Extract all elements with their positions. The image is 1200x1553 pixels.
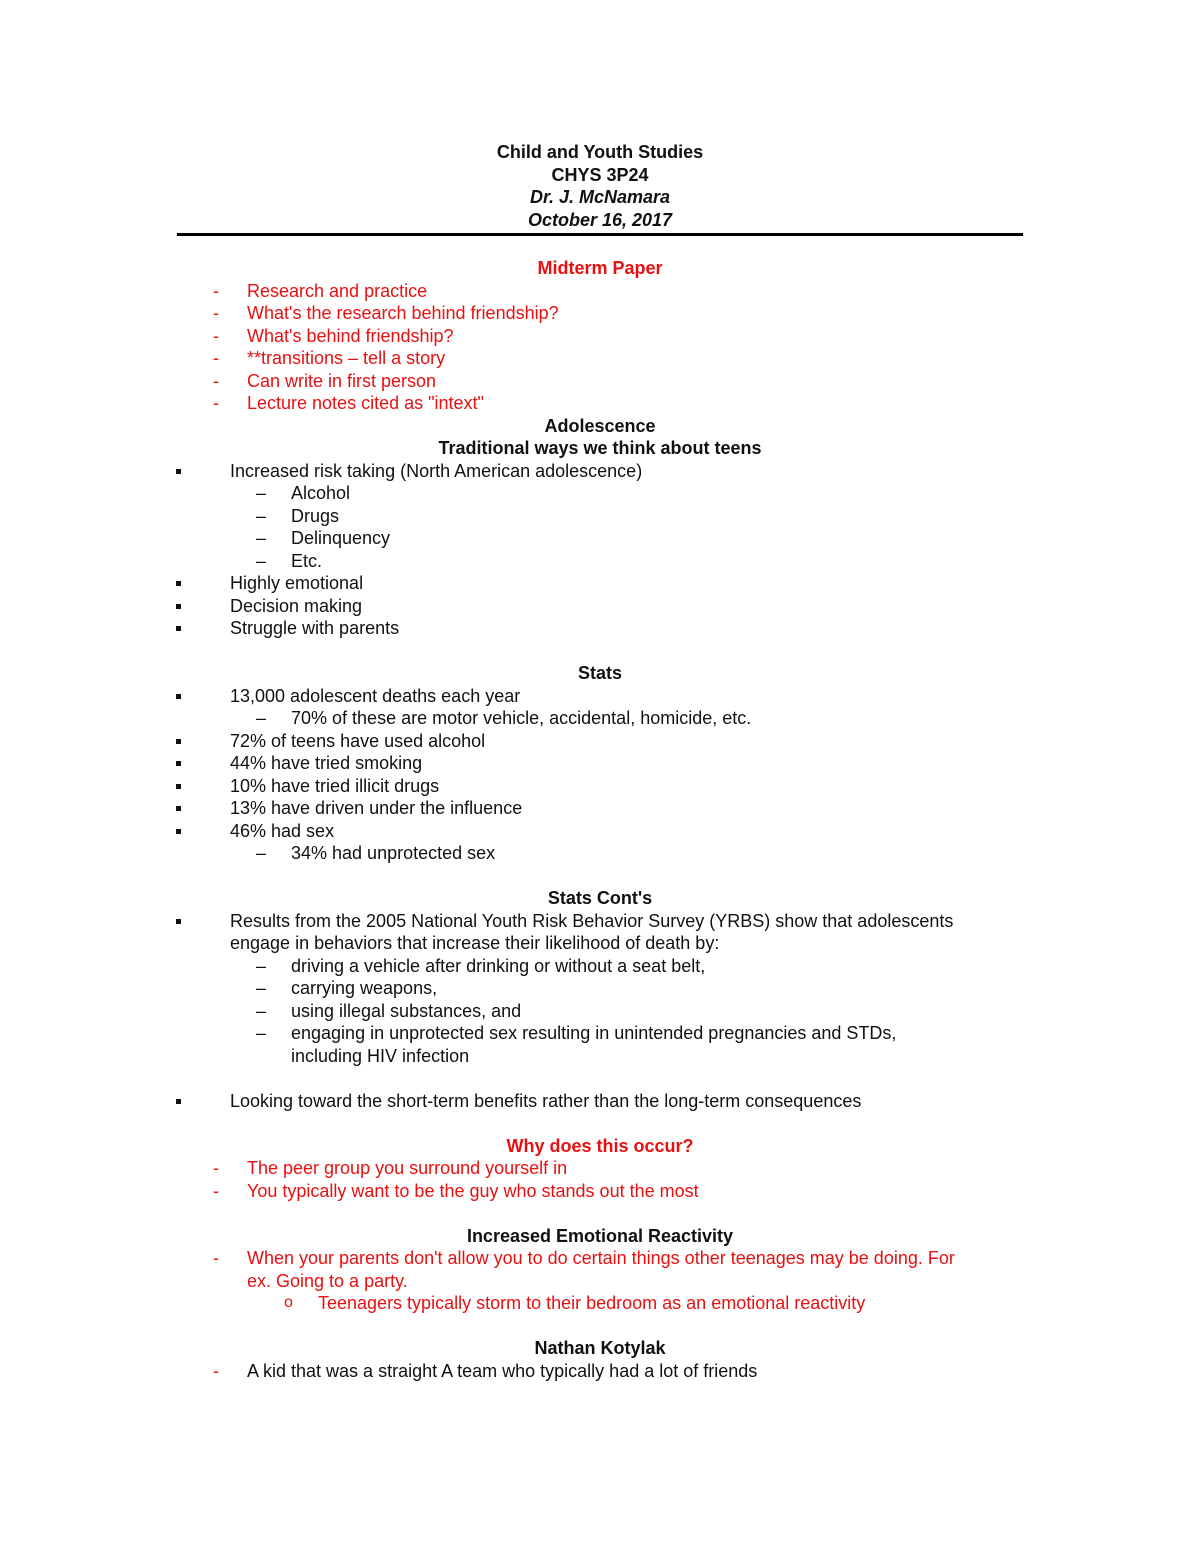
list-item: - The peer group you surround yourself in <box>213 1158 568 1178</box>
endash-marker: – <box>256 978 267 998</box>
list-item: 46% had sex <box>0 820 1200 843</box>
bullet-icon <box>176 739 181 744</box>
endash-marker: – <box>256 1023 267 1043</box>
list-item: - Lecture notes cited as "intext" <box>213 393 484 413</box>
dash-marker: - <box>213 393 219 413</box>
adolescence-heading: Adolescence <box>544 415 656 436</box>
list-item: – Etc. <box>256 550 323 571</box>
list-item-continuation: engage in behaviors that increase their likelihood of death by: <box>230 933 720 953</box>
endash-marker: – <box>256 528 267 548</box>
stats-cont-heading: Stats Cont's <box>547 888 653 908</box>
list-item: Increased risk taking (North American adolescence) <box>0 460 1200 483</box>
circle-marker: o <box>284 1294 293 1311</box>
list-item: 10% have tried illicit drugs <box>0 775 1200 798</box>
midterm-heading: Midterm Paper <box>537 258 663 278</box>
list-item: Decision making <box>0 595 1200 618</box>
list-item: 44% have tried smoking <box>0 752 1200 775</box>
list-item: - A kid that was a straight A team who typically had a lot of friends <box>213 1360 758 1381</box>
dash-marker: - <box>213 370 219 391</box>
dash-marker: - <box>213 325 219 346</box>
bullet-icon <box>176 694 181 699</box>
bullet-icon <box>176 784 181 789</box>
list-item: – Drugs <box>256 505 340 526</box>
list-item: – Alcohol <box>256 483 351 503</box>
bullet-icon <box>176 919 181 924</box>
list-item: – 70% of these are motor vehicle, accidental, homicide, etc. <box>256 708 752 728</box>
bullet-icon <box>176 469 181 474</box>
course-code: CHYS 3P24 <box>551 164 649 185</box>
list-item: Struggle with parents <box>0 617 1200 640</box>
list-item: – carrying weapons, <box>256 978 438 998</box>
bullet-icon <box>176 604 181 609</box>
list-item: 13,000 adolescent deaths each year <box>0 685 1200 708</box>
list-item: - Research and practice <box>213 280 428 301</box>
dash-marker: - <box>213 1248 219 1268</box>
list-item: o Teenagers typically storm to their bedroom as an emotional reactivity <box>284 1293 866 1313</box>
list-item: - Can write in first person <box>213 370 437 391</box>
bullet-icon <box>176 626 181 631</box>
list-item: - What's the research behind friendship? <box>213 303 559 323</box>
bullet-icon <box>176 1099 181 1104</box>
list-item: 72% of teens have used alcohol <box>0 730 1200 753</box>
adolescence-subheading: Traditional ways we think about teens <box>438 438 762 458</box>
list-item: 13% have driven under the influence <box>0 797 1200 820</box>
dash-marker: - <box>213 280 219 301</box>
list-item: - When your parents don't allow you to do certain things other teenages may be doing. For <box>213 1248 955 1268</box>
lecture-date: October 16, 2017 <box>527 209 673 230</box>
list-item: – engaging in unprotected sex resulting in unintended pregnancies and STDs, <box>256 1023 897 1043</box>
endash-marker: – <box>256 708 267 728</box>
dash-marker: - <box>213 348 219 368</box>
bullet-icon <box>176 829 181 834</box>
dash-marker: - <box>213 1180 219 1201</box>
list-item: Highly emotional <box>0 572 1200 595</box>
why-heading: Why does this occur? <box>506 1135 694 1156</box>
list-item: – driving a vehicle after drinking or without a seat belt, <box>256 955 706 976</box>
endash-marker: – <box>256 550 267 571</box>
list-item: - What's behind friendship? <box>213 325 454 346</box>
list-item: - You typically want to be the guy who stands out the most <box>213 1180 699 1201</box>
list-item: – using illegal substances, and <box>256 1000 522 1021</box>
dash-marker: - <box>213 1360 219 1381</box>
list-item: - **transitions – tell a story <box>213 348 446 368</box>
bullet-icon <box>176 581 181 586</box>
list-item: – 34% had unprotected sex <box>256 843 496 863</box>
stats-heading: Stats <box>577 663 622 683</box>
dash-marker: - <box>213 1158 219 1178</box>
endash-marker: – <box>256 1000 267 1021</box>
notes-body <box>0 257 1200 1382</box>
instructor-name: Dr. J. McNamara <box>529 187 671 207</box>
list-item: Looking toward the short-term benefits rather than the long-term consequences <box>0 1090 1200 1113</box>
endash-marker: – <box>256 843 267 863</box>
list-item-continuation: ex. Going to a party. <box>247 1270 408 1291</box>
list-item: – Delinquency <box>256 528 391 548</box>
document-header <box>0 141 1200 231</box>
list-item-continuation: including HIV infection <box>291 1045 470 1066</box>
endash-marker: – <box>256 955 267 976</box>
emotional-heading: Increased Emotional Reactivity <box>466 1225 734 1246</box>
list-item: Results from the 2005 National Youth Risk Behavior Survey (YRBS) show that adolescents <box>0 910 1200 933</box>
bullet-icon <box>176 806 181 811</box>
dash-marker: - <box>213 303 219 323</box>
endash-marker: – <box>256 483 267 503</box>
course-title: Child and Youth Studies <box>496 142 704 162</box>
endash-marker: – <box>256 505 267 526</box>
header-divider <box>177 233 1023 236</box>
bullet-icon <box>176 761 181 766</box>
nathan-heading: Nathan Kotylak <box>534 1338 666 1358</box>
